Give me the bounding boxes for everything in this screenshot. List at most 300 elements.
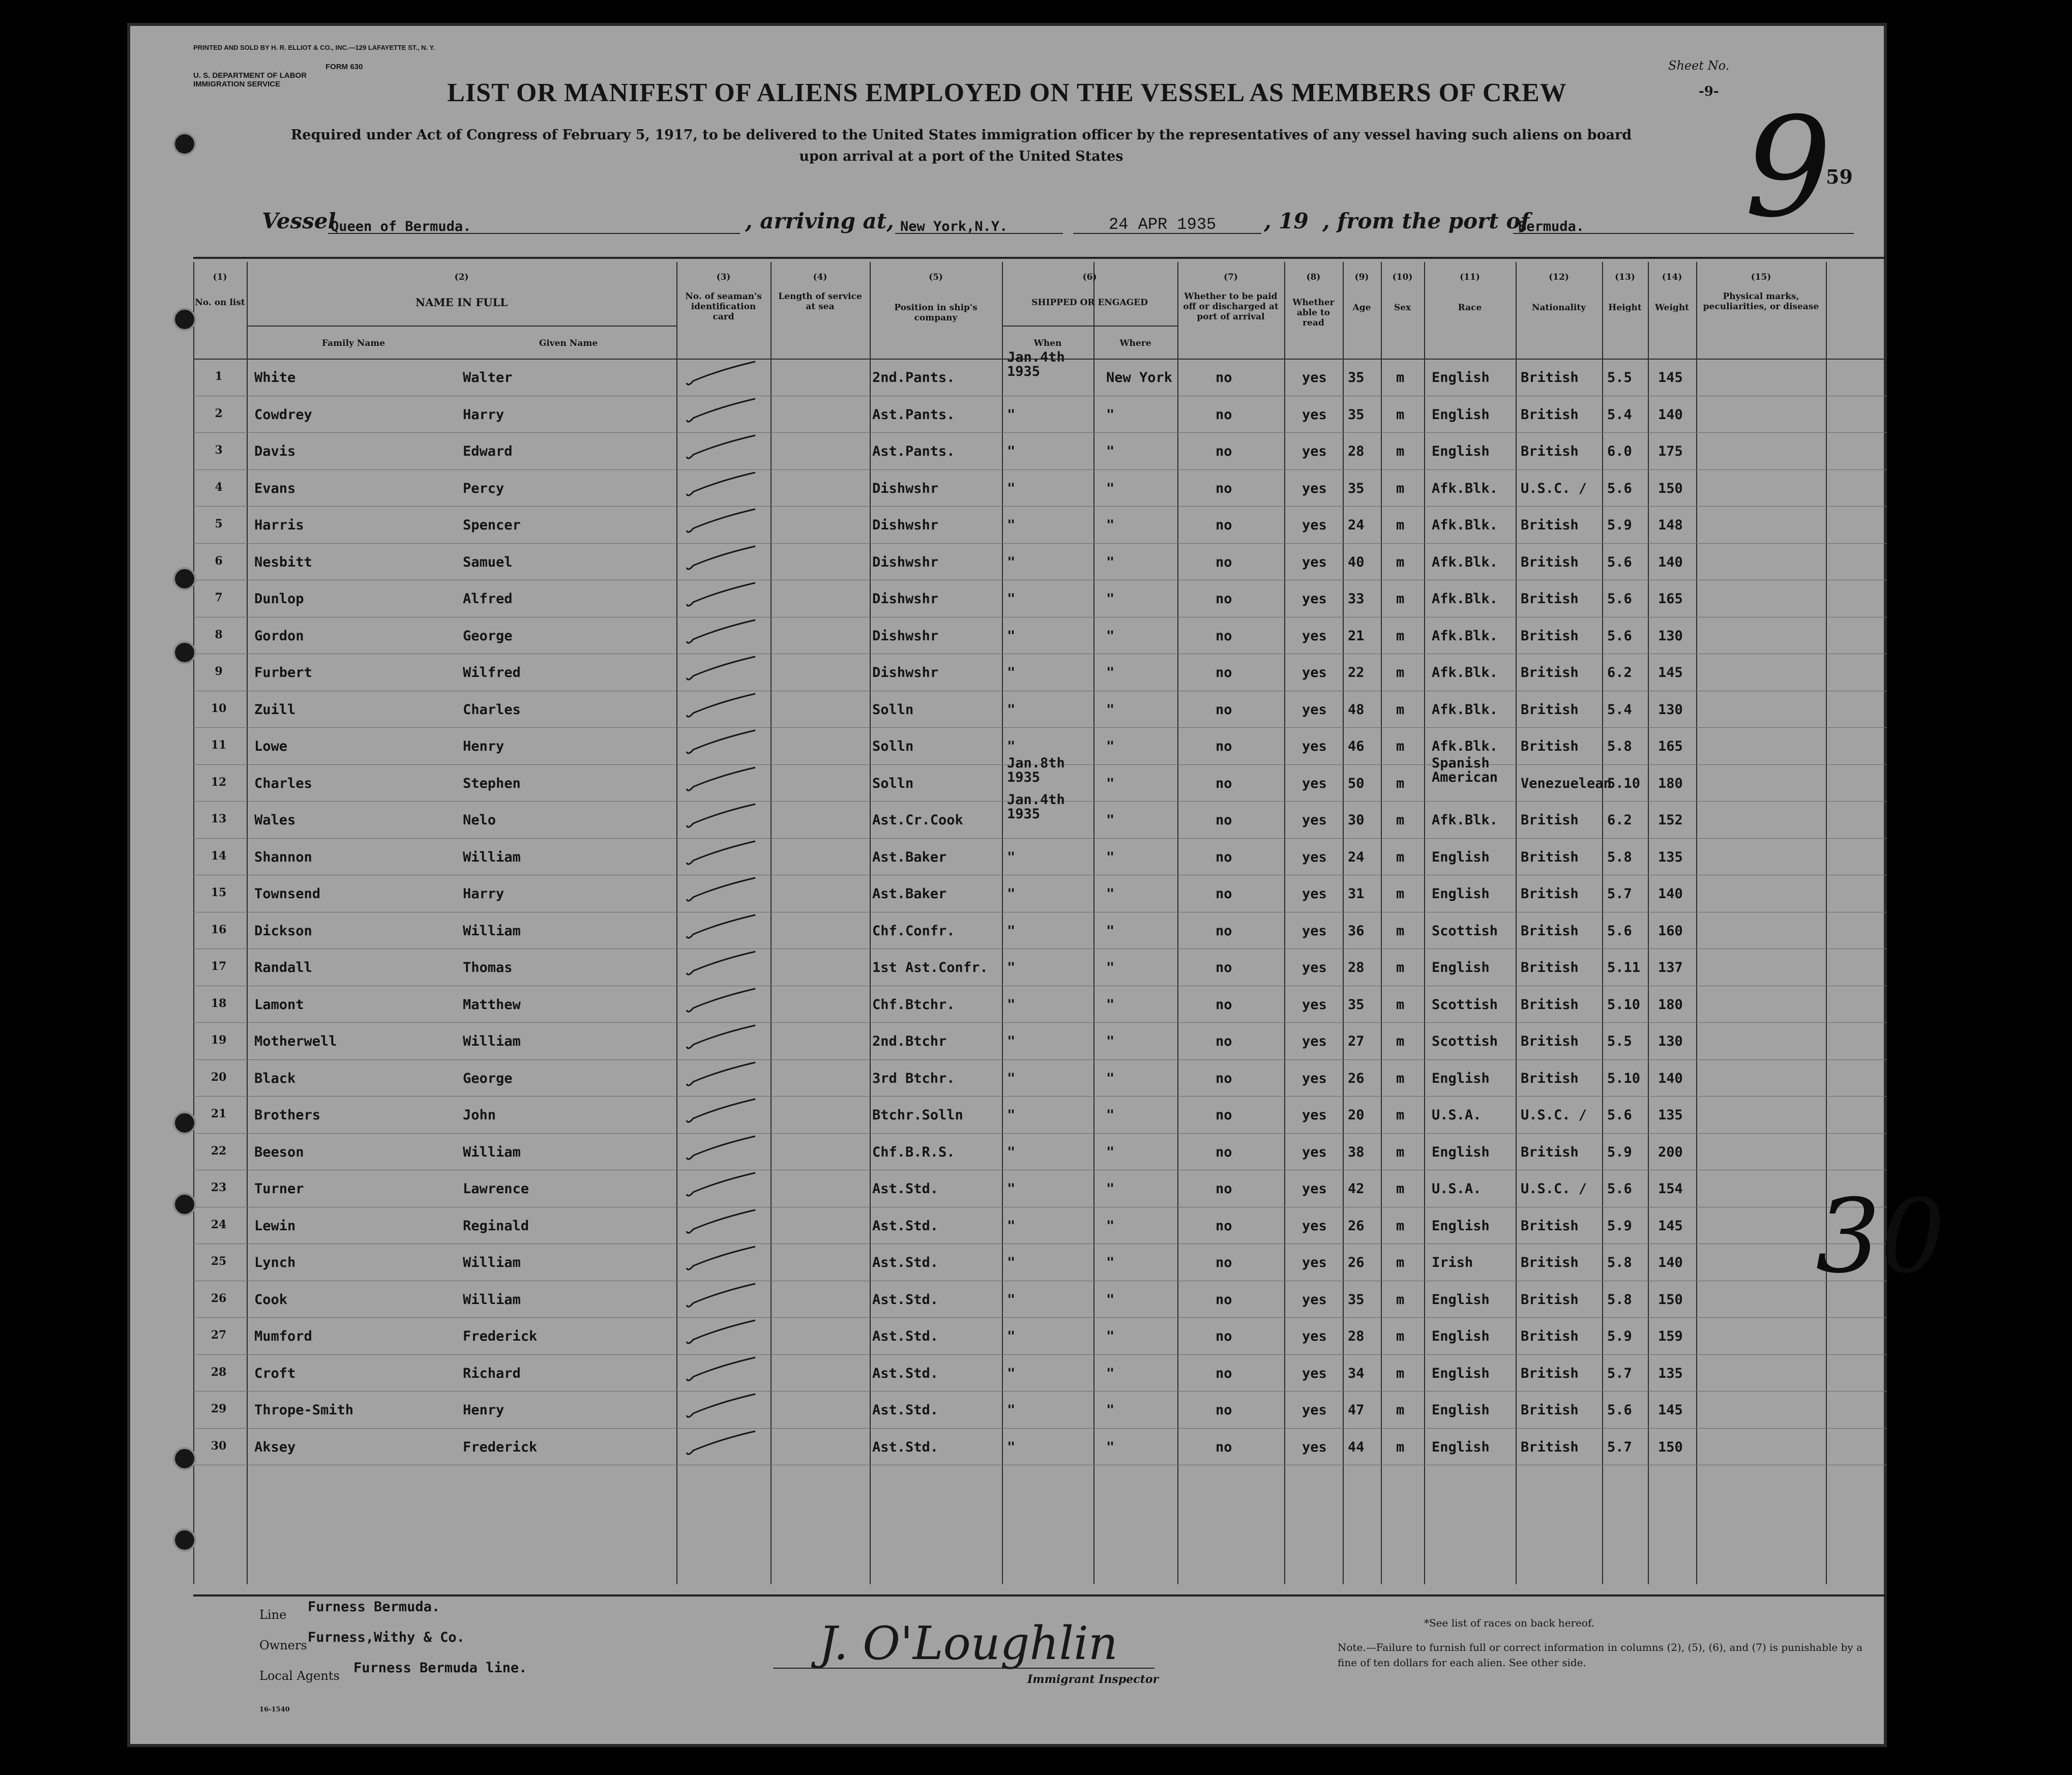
from-port: Bermuda. — [1518, 219, 1585, 234]
cell-nationality: British — [1521, 443, 1579, 459]
cell-position: Ast.Std. — [872, 1255, 939, 1270]
cell-weight: 175 — [1658, 443, 1683, 459]
cell-weight: 165 — [1658, 738, 1683, 754]
cell-age: 35 — [1348, 370, 1365, 386]
cell-nationality: U.S.C. / — [1521, 480, 1587, 496]
cell-age: 24 — [1348, 517, 1365, 533]
cell-sex: m — [1396, 996, 1405, 1013]
cell-age: 26 — [1348, 1255, 1365, 1270]
cell-sex: m — [1396, 480, 1405, 496]
cell-paid: no — [1216, 1218, 1232, 1234]
table-row — [193, 617, 1887, 654]
cell-position: Dishwshr — [872, 480, 939, 496]
cell-read: yes — [1302, 1291, 1327, 1308]
cell-where: " — [1106, 591, 1115, 607]
cell-no: 1 — [215, 370, 223, 383]
cell-no: 9 — [215, 665, 223, 678]
cell-where: " — [1106, 554, 1115, 570]
table-row — [193, 1428, 1887, 1465]
cell-height: 5.6 — [1607, 923, 1632, 939]
cell-race: English — [1432, 960, 1490, 975]
year-label: , 19 — [1264, 209, 1309, 233]
cell-height: 5.5 — [1607, 1033, 1632, 1049]
cell-where: " — [1106, 1181, 1115, 1197]
cell-sex: m — [1396, 628, 1405, 644]
cell-given: Henry — [463, 1402, 505, 1418]
cell-race: English — [1432, 406, 1490, 423]
cell-when: " — [1007, 591, 1016, 607]
cell-nationality: British — [1521, 1070, 1579, 1086]
cell-read: yes — [1302, 812, 1327, 828]
check-mark-icon — [684, 949, 760, 979]
cell-paid: no — [1216, 591, 1232, 607]
cell-position: 3rd Btchr. — [872, 1070, 955, 1086]
cell-where: " — [1106, 1255, 1115, 1270]
cell-sex: m — [1396, 923, 1405, 939]
table-row — [193, 349, 1887, 395]
cell-read: yes — [1302, 517, 1327, 533]
cell-paid: no — [1216, 1365, 1232, 1381]
cell-paid: no — [1216, 1402, 1232, 1418]
cell-family: Black — [254, 1070, 296, 1086]
cell-where: " — [1106, 812, 1115, 828]
cell-where: " — [1106, 849, 1115, 865]
cell-when: " — [1007, 849, 1016, 865]
cell-height: 5.9 — [1607, 517, 1632, 533]
cell-height: 6.2 — [1607, 665, 1632, 681]
check-mark-icon — [684, 469, 760, 500]
page-subtitle: Required under Act of Congress of February 5, 1917, to be delivered to the United States immigration officer by the representatives of any vessel having such aliens on board upon arrival at a port of the United States — [290, 127, 1632, 164]
cell-paid: no — [1216, 628, 1232, 644]
cell-race: Afk.Blk. — [1432, 591, 1498, 607]
cell-paid: no — [1216, 1070, 1232, 1086]
cell-read: yes — [1302, 406, 1327, 423]
cell-position: 2nd.Pants. — [872, 370, 955, 386]
table-row — [193, 986, 1887, 1022]
cell-read: yes — [1302, 886, 1327, 902]
cell-weight: 135 — [1658, 1365, 1683, 1381]
cell-nationality: British — [1521, 1218, 1579, 1234]
cell-where: " — [1106, 738, 1115, 754]
cell-read: yes — [1302, 1070, 1327, 1086]
cell-sex: m — [1396, 886, 1405, 902]
cell-height: 5.5 — [1607, 370, 1632, 386]
check-mark-icon — [684, 1096, 760, 1127]
cell-read: yes — [1302, 1033, 1327, 1049]
cell-weight: 130 — [1658, 701, 1683, 718]
cell-weight: 165 — [1658, 591, 1683, 607]
cell-when: " — [1007, 1107, 1016, 1123]
cell-where: " — [1106, 1107, 1115, 1123]
cell-given: Nelo — [463, 812, 496, 828]
cell-family: Cook — [254, 1291, 288, 1308]
cell-position: Btchr.Solln — [872, 1107, 963, 1123]
header-where: Where — [1119, 338, 1151, 348]
cell-weight: 180 — [1658, 996, 1683, 1013]
cell-where: " — [1106, 1365, 1115, 1381]
cell-no: 23 — [211, 1181, 227, 1194]
binder-hole — [173, 1447, 196, 1470]
cell-age: 34 — [1348, 1365, 1365, 1381]
cell-family: Aksey — [254, 1439, 296, 1455]
cell-position: Dishwshr — [872, 665, 939, 681]
cell-age: 47 — [1348, 1402, 1365, 1418]
cell-weight: 200 — [1658, 1144, 1683, 1160]
header-name-in-full: NAME IN FULL — [415, 296, 508, 309]
col-1-number: (1) — [213, 272, 227, 282]
cell-weight: 135 — [1658, 849, 1683, 865]
cell-paid: no — [1216, 443, 1232, 459]
cell-race: Afk.Blk. — [1432, 812, 1498, 828]
header-race: Race — [1458, 303, 1482, 313]
cell-nationality: British — [1521, 406, 1579, 423]
cell-read: yes — [1302, 1218, 1327, 1234]
cell-position: Ast.Std. — [872, 1218, 939, 1234]
cell-family: Furbert — [254, 665, 312, 681]
cell-read: yes — [1302, 1107, 1327, 1123]
cell-paid: no — [1216, 701, 1232, 718]
cell-race: Afk.Blk. — [1432, 554, 1498, 570]
header-nationality: Nationality — [1531, 303, 1586, 313]
table-row — [193, 691, 1887, 727]
cell-age: 22 — [1348, 665, 1365, 681]
cell-no: 10 — [211, 701, 227, 715]
cell-paid: no — [1216, 1181, 1232, 1197]
cell-paid: no — [1216, 517, 1232, 533]
cell-height: 5.9 — [1607, 1218, 1632, 1234]
cell-nationality: British — [1521, 1328, 1579, 1344]
header-height: Height — [1608, 303, 1642, 313]
cell-given: Frederick — [463, 1328, 538, 1344]
col-15-number: (15) — [1751, 272, 1771, 282]
col-6-number: (6) — [1082, 272, 1097, 282]
cell-read: yes — [1302, 1402, 1327, 1418]
cell-age: 44 — [1348, 1439, 1365, 1455]
cell-no: 24 — [211, 1218, 227, 1231]
col-11-number: (11) — [1460, 272, 1480, 282]
check-mark-icon — [684, 1207, 760, 1237]
cell-family: Randall — [254, 960, 312, 975]
cell-weight: 180 — [1658, 775, 1683, 791]
cell-when: " — [1007, 1144, 1016, 1160]
cell-age: 26 — [1348, 1218, 1365, 1234]
handwritten-total: 30 — [1816, 1177, 1945, 1296]
cell-position: Ast.Baker — [872, 886, 947, 902]
vessel-name: Queen of Bermuda. — [331, 219, 471, 234]
cell-given: Frederick — [463, 1439, 538, 1455]
check-mark-icon — [684, 727, 760, 758]
cell-when: Jan.4th 1935 — [1007, 349, 1065, 379]
cell-no: 3 — [215, 443, 223, 457]
handwritten-sheet-number: 9 — [1744, 87, 1832, 248]
table-row — [193, 1317, 1887, 1354]
line-value: Furness Bermuda. — [308, 1599, 440, 1615]
cell-position: Solln — [872, 775, 914, 791]
cell-where: " — [1106, 406, 1115, 423]
cell-where: " — [1106, 1439, 1115, 1455]
cell-sex: m — [1396, 554, 1405, 570]
cell-height: 5.7 — [1607, 1439, 1632, 1455]
cell-family: White — [254, 370, 296, 386]
cell-sex: m — [1396, 1255, 1405, 1270]
owners-value: Furness,Withy & Co. — [308, 1630, 465, 1645]
table-row — [193, 1281, 1887, 1317]
cell-family: Beeson — [254, 1144, 304, 1160]
cell-paid: no — [1216, 738, 1232, 754]
cell-age: 48 — [1348, 701, 1365, 718]
agents-value: Furness Bermuda line. — [353, 1660, 527, 1676]
cell-nationality: British — [1521, 812, 1579, 828]
cell-sex: m — [1396, 701, 1405, 718]
cell-weight: 135 — [1658, 1107, 1683, 1123]
table-row — [193, 654, 1887, 690]
check-mark-icon — [684, 1022, 760, 1053]
cell-nationality: British — [1521, 1439, 1579, 1455]
cell-race: English — [1432, 370, 1490, 386]
cell-sex: m — [1396, 1033, 1405, 1049]
cell-age: 26 — [1348, 1070, 1365, 1086]
check-mark-icon — [684, 801, 760, 832]
cell-when: Jan.4th 1935 — [1007, 792, 1065, 822]
cell-given: William — [463, 1291, 521, 1308]
cell-position: Solln — [872, 738, 914, 754]
cell-nationality: U.S.C. / — [1521, 1181, 1587, 1197]
table-row — [193, 838, 1887, 875]
col-8-number: (8) — [1306, 272, 1321, 282]
cell-given: Reginald — [463, 1218, 529, 1234]
cell-age: 30 — [1348, 812, 1365, 828]
header-sex: Sex — [1394, 303, 1411, 313]
cell-race: English — [1432, 1402, 1490, 1418]
header-marks: Physical marks, peculiarities, or disease — [1703, 291, 1819, 312]
cell-given: William — [463, 1144, 521, 1160]
cell-race: Scottish — [1432, 996, 1498, 1013]
arrival-port: New York,N.Y. — [900, 219, 1008, 234]
cell-sex: m — [1396, 517, 1405, 533]
header-no-on-list: No. on list — [195, 298, 245, 308]
cell-nationality: British — [1521, 996, 1579, 1013]
table-top-rule — [193, 257, 1887, 259]
cell-no: 25 — [211, 1255, 227, 1268]
cell-paid: no — [1216, 1291, 1232, 1308]
cell-height: 5.8 — [1607, 1255, 1632, 1270]
header-weight: Weight — [1654, 303, 1690, 313]
cell-paid: no — [1216, 996, 1232, 1013]
cell-sex: m — [1396, 1402, 1405, 1418]
sheet-number: -9- — [1699, 84, 1719, 99]
check-mark-icon — [684, 875, 760, 905]
cell-sex: m — [1396, 738, 1405, 754]
cell-where: " — [1106, 960, 1115, 975]
cell-read: yes — [1302, 628, 1327, 644]
arriving-label: , arriving at, — [745, 209, 894, 233]
cell-when: " — [1007, 665, 1016, 681]
cell-given: Harry — [463, 886, 505, 902]
cell-height: 5.4 — [1607, 406, 1632, 423]
cell-race: Irish — [1432, 1255, 1473, 1270]
cell-where: " — [1106, 443, 1115, 459]
cell-when: " — [1007, 554, 1016, 570]
binder-hole — [173, 567, 196, 590]
table-row — [193, 1391, 1887, 1428]
cell-height: 5.6 — [1607, 554, 1632, 570]
col-14-number: (14) — [1662, 272, 1682, 282]
inspector-label: Immigrant Inspector — [1027, 1673, 1159, 1686]
cell-nationality: British — [1521, 628, 1579, 644]
cell-age: 46 — [1348, 738, 1365, 754]
cell-nationality: British — [1521, 1291, 1579, 1308]
cell-given: William — [463, 849, 521, 865]
cell-weight: 140 — [1658, 406, 1683, 423]
col-12-number: (12) — [1549, 272, 1569, 282]
cell-no: 17 — [211, 960, 227, 973]
cell-nationality: British — [1521, 923, 1579, 939]
cell-no: 20 — [211, 1070, 227, 1084]
table-row — [193, 506, 1887, 543]
header-given-name: Given Name — [539, 338, 598, 348]
check-mark-icon — [684, 1281, 760, 1311]
cell-height: 5.6 — [1607, 591, 1632, 607]
check-mark-icon — [684, 506, 760, 537]
service-name: IMMIGRATION SERVICE — [193, 80, 281, 88]
cell-race: Afk.Blk. — [1432, 701, 1498, 718]
cell-where: " — [1106, 1291, 1115, 1308]
cell-weight: 150 — [1658, 1439, 1683, 1455]
check-mark-icon — [684, 432, 760, 463]
cell-age: 36 — [1348, 923, 1365, 939]
cell-read: yes — [1302, 923, 1327, 939]
cell-sex: m — [1396, 1144, 1405, 1160]
cell-weight: 148 — [1658, 517, 1683, 533]
cell-position: Dishwshr — [872, 554, 939, 570]
cell-where: New York — [1106, 370, 1173, 386]
cell-race: Afk.Blk. — [1432, 665, 1498, 681]
cell-nationality: British — [1521, 849, 1579, 865]
cell-read: yes — [1302, 1144, 1327, 1160]
cell-race: U.S.A. — [1432, 1107, 1482, 1123]
cell-weight: 150 — [1658, 1291, 1683, 1308]
department-name: U. S. DEPARTMENT OF LABOR — [193, 71, 307, 80]
cell-sex: m — [1396, 1107, 1405, 1123]
cell-nationality: British — [1521, 1365, 1579, 1381]
cell-read: yes — [1302, 1328, 1327, 1344]
cell-position: Dishwshr — [872, 628, 939, 644]
cell-family: Croft — [254, 1365, 296, 1381]
cell-where: " — [1106, 1144, 1115, 1160]
cell-height: 5.10 — [1607, 1070, 1641, 1086]
cell-sex: m — [1396, 1439, 1405, 1455]
cell-no: 30 — [211, 1439, 227, 1453]
cell-family: Wales — [254, 812, 296, 828]
cell-race: Afk.Blk. — [1432, 738, 1498, 754]
cell-when: " — [1007, 1291, 1016, 1308]
cell-position: Chf.Confr. — [872, 923, 955, 939]
cell-nationality: British — [1521, 738, 1579, 754]
cell-nationality: British — [1521, 1144, 1579, 1160]
cell-given: Richard — [463, 1365, 521, 1381]
cell-read: yes — [1302, 701, 1327, 718]
cell-race: English — [1432, 1365, 1490, 1381]
cell-sex: m — [1396, 665, 1405, 681]
form-code: 16-1540 — [259, 1706, 290, 1713]
cell-height: 5.7 — [1607, 1365, 1632, 1381]
cell-no: 14 — [211, 849, 227, 863]
cell-height: 5.6 — [1607, 480, 1632, 496]
header-family-name: Family Name — [321, 338, 386, 348]
cell-race: English — [1432, 443, 1490, 459]
cell-when: " — [1007, 517, 1016, 533]
header-age: Age — [1352, 303, 1371, 313]
check-mark-icon — [684, 986, 760, 1016]
cell-height: 6.2 — [1607, 812, 1632, 828]
check-mark-icon — [684, 543, 760, 574]
cell-family: Lowe — [254, 738, 288, 754]
cell-position: Ast.Std. — [872, 1365, 939, 1381]
cell-where: " — [1106, 1070, 1115, 1086]
check-mark-icon — [684, 1354, 760, 1385]
cell-position: 1st Ast.Confr. — [872, 960, 988, 975]
cell-family: Evans — [254, 480, 296, 496]
check-mark-icon — [684, 1317, 760, 1348]
cell-position: Ast.Std. — [872, 1402, 939, 1418]
cell-age: 28 — [1348, 1328, 1365, 1344]
cell-height: 5.8 — [1607, 849, 1632, 865]
cell-when: " — [1007, 443, 1016, 459]
cell-height: 5.9 — [1607, 1144, 1632, 1160]
cell-sex: m — [1396, 775, 1405, 791]
cell-sex: m — [1396, 1291, 1405, 1308]
cell-read: yes — [1302, 1365, 1327, 1381]
cell-no: 12 — [211, 775, 227, 789]
header-able-read: Whether able to read — [1292, 298, 1335, 328]
cell-given: Alfred — [463, 591, 513, 607]
cell-height: 5.6 — [1607, 1181, 1632, 1197]
cell-sex: m — [1396, 370, 1405, 386]
cell-given: George — [463, 1070, 513, 1086]
cell-height: 5.4 — [1607, 701, 1632, 718]
cell-where: " — [1106, 1218, 1115, 1234]
check-mark-icon — [684, 1428, 760, 1459]
table-row — [193, 912, 1887, 949]
form-number: FORM 630 — [325, 63, 363, 71]
cell-given: William — [463, 1255, 521, 1270]
cell-age: 31 — [1348, 886, 1365, 902]
line-label: Line — [259, 1608, 287, 1622]
binder-hole — [173, 641, 196, 664]
cell-sex: m — [1396, 1328, 1405, 1344]
cell-age: 24 — [1348, 849, 1365, 865]
cell-age: 38 — [1348, 1144, 1365, 1160]
check-mark-icon — [684, 691, 760, 721]
table-row — [193, 469, 1887, 506]
table-row — [193, 792, 1887, 838]
cell-family: Turner — [254, 1181, 304, 1197]
check-mark-icon — [684, 617, 760, 647]
cell-height: 5.8 — [1607, 1291, 1632, 1308]
cell-position: Ast.Std. — [872, 1181, 939, 1197]
cell-when: " — [1007, 738, 1016, 754]
binder-hole — [173, 1193, 196, 1216]
cell-where: " — [1106, 886, 1115, 902]
cell-height: 5.9 — [1607, 1328, 1632, 1344]
cell-when: " — [1007, 628, 1016, 644]
col-4-number: (4) — [813, 272, 827, 282]
cell-race: English — [1432, 849, 1490, 865]
cell-nationality: British — [1521, 370, 1579, 386]
cell-when: " — [1007, 1218, 1016, 1234]
cell-read: yes — [1302, 665, 1327, 681]
cell-family: Zuill — [254, 701, 296, 718]
